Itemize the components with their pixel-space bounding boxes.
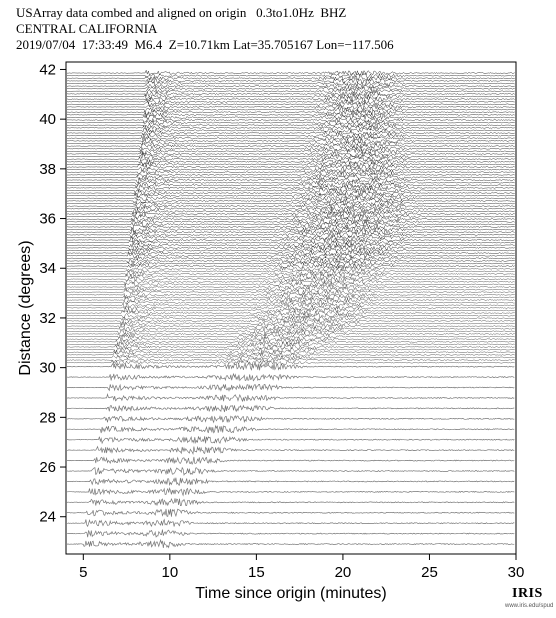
y-tick-label: 38	[39, 160, 56, 178]
seismic-trace	[67, 193, 515, 198]
seismic-trace	[67, 199, 515, 204]
seismic-trace	[67, 240, 515, 245]
y-tick-label: 28	[39, 409, 56, 427]
y-tick-label: 36	[39, 210, 56, 228]
seismic-trace	[67, 253, 515, 258]
seismic-trace	[67, 540, 514, 548]
seismic-trace	[67, 160, 515, 165]
seismic-trace	[67, 212, 515, 217]
seismic-trace	[67, 73, 515, 78]
seismic-trace	[67, 89, 515, 94]
seismic-trace	[67, 519, 514, 526]
seismic-trace	[67, 457, 514, 464]
seismic-trace	[67, 374, 514, 381]
seismic-trace	[67, 177, 515, 182]
seismic-trace	[67, 405, 514, 412]
x-tick-label: 25	[421, 564, 438, 581]
seismic-trace	[67, 133, 515, 138]
y-tick-label: 30	[39, 359, 56, 377]
seismic-trace	[67, 227, 515, 232]
x-tick-label: 30	[507, 564, 525, 581]
x-axis-label: Time since origin (minutes)	[195, 585, 387, 602]
chart-title-line-3: 2019/07/04 17:33:49 M6.4 Z=10.71km Lat=35.705167 Lon=−117.506	[16, 37, 394, 52]
seismic-trace	[67, 76, 515, 81]
seismic-trace	[67, 311, 515, 316]
seismic-trace	[67, 222, 515, 226]
seismic-trace	[67, 152, 515, 157]
seismic-trace	[67, 324, 515, 329]
x-tick-label: 15	[248, 564, 265, 581]
seismic-trace	[67, 144, 515, 149]
seismic-trace	[67, 110, 515, 115]
seismic-trace	[67, 141, 515, 146]
seismic-trace	[67, 225, 515, 230]
seismic-trace	[67, 188, 515, 193]
iris-logo: IRIS	[512, 586, 543, 601]
seismic-trace	[67, 91, 515, 96]
seismic-trace	[67, 157, 515, 162]
seismic-trace	[67, 295, 515, 299]
seismic-trace	[67, 97, 515, 102]
seismic-trace	[67, 498, 514, 505]
seismic-trace	[67, 115, 515, 120]
seismic-trace	[67, 364, 514, 371]
seismic-trace	[67, 173, 515, 178]
seismic-trace	[67, 123, 515, 127]
seismic-trace	[67, 118, 515, 123]
seismic-trace	[67, 121, 515, 126]
seismic-trace	[67, 164, 515, 169]
x-tick-label: 10	[161, 564, 179, 581]
seismic-trace	[67, 170, 515, 175]
seismic-trace	[67, 196, 515, 201]
seismic-trace	[67, 81, 515, 86]
seismic-trace	[67, 128, 515, 133]
chart-title-line-2: CENTRAL CALIFORNIA	[16, 21, 158, 36]
seismic-trace	[67, 154, 515, 159]
seismic-trace	[67, 186, 515, 191]
seismic-trace	[67, 447, 514, 454]
y-tick-label: 32	[39, 309, 56, 327]
seismic-trace	[67, 426, 514, 433]
seismic-trace	[67, 243, 515, 248]
seismic-trace	[67, 94, 515, 99]
seismic-trace	[67, 70, 515, 75]
seismic-trace	[67, 105, 515, 110]
seismic-trace	[67, 107, 515, 112]
seismic-trace	[67, 183, 515, 188]
seismic-trace	[67, 332, 515, 336]
seismic-trace	[67, 416, 514, 423]
y-axis	[39, 61, 66, 525]
seismic-trace	[67, 350, 515, 355]
seismic-trace	[67, 175, 515, 180]
seismic-trace	[67, 149, 515, 154]
seismic-trace	[67, 131, 515, 135]
x-axis	[79, 554, 524, 581]
x-tick-label: 20	[334, 564, 352, 581]
seismic-trace	[67, 530, 514, 538]
seismic-trace	[67, 162, 515, 167]
seismic-trace	[67, 136, 515, 141]
iris-logo-url: www.iris.edu/spud	[505, 603, 554, 609]
seismic-trace	[67, 102, 515, 107]
y-tick-label: 34	[39, 260, 56, 278]
seismic-trace	[67, 214, 515, 219]
seismic-trace	[67, 112, 515, 117]
seismic-traces	[67, 70, 515, 548]
seismic-trace	[67, 394, 514, 401]
y-tick-label: 40	[39, 111, 56, 129]
seismic-trace	[67, 99, 515, 104]
seismic-trace	[67, 313, 515, 318]
seismic-trace	[67, 488, 514, 495]
y-tick-label: 24	[39, 508, 56, 526]
seismic-trace	[67, 87, 515, 91]
seismic-trace	[67, 509, 514, 517]
seismic-trace	[67, 139, 515, 144]
y-tick-label: 42	[39, 61, 56, 79]
seismic-trace	[67, 384, 514, 390]
seismic-trace	[67, 468, 514, 475]
seismic-trace	[67, 308, 515, 313]
x-tick-label: 5	[79, 564, 88, 581]
seismic-trace	[67, 235, 515, 240]
y-axis-label: Distance (degrees)	[17, 240, 34, 376]
seismic-trace	[67, 360, 515, 365]
seismic-trace	[67, 316, 515, 321]
chart-title-line-1: USArray data combed and aligned on origin 0.3to1.0Hz BHZ	[16, 5, 347, 20]
seismic-trace	[67, 266, 515, 271]
seismic-trace	[67, 436, 514, 443]
seismic-trace	[67, 84, 515, 89]
y-tick-label: 26	[39, 459, 56, 477]
seismic-trace	[67, 191, 515, 196]
seismic-trace	[67, 201, 515, 206]
seismic-trace	[67, 167, 515, 172]
seismic-trace	[67, 478, 514, 486]
seismic-trace	[67, 78, 515, 83]
